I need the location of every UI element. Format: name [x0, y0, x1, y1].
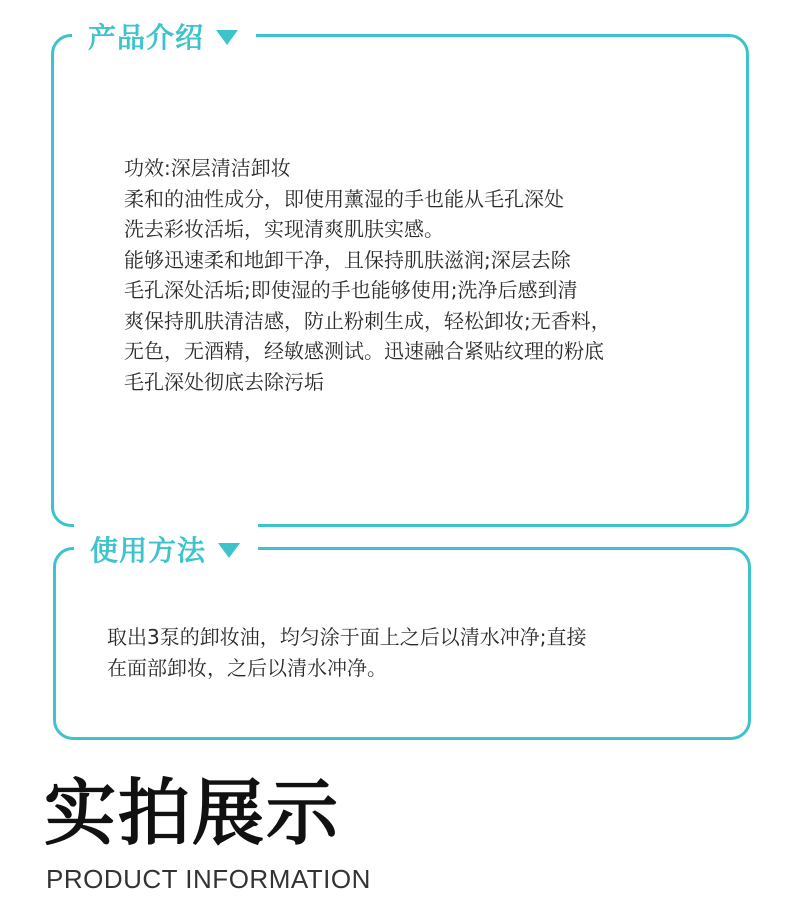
triangle-down-icon [216, 30, 238, 45]
product-intro-line: 毛孔深处活垢;即使湿的手也能够使用;洗净后感到清 [124, 278, 578, 302]
usage-title: 使用方法 [90, 534, 207, 567]
product-intro-header [72, 11, 256, 61]
usage-line: 取出3泵的卸妆油，均匀涂于面上之后以清水冲净;直接 [107, 625, 587, 649]
usage-card [53, 534, 751, 740]
product-intro-text [124, 153, 611, 397]
showcase-title: 实拍展示 [44, 770, 341, 855]
showcase-subtitle: PRODUCT INFORMATION [46, 864, 371, 894]
product-intro-line: 能够迅速柔和地卸干净，且保持肌肤滋润;深层去除 [124, 247, 571, 272]
product-intro-line: 洗去彩妆活垢，实现清爽肌肤实感。 [124, 217, 444, 241]
product-intro-line: 毛孔深处彻底去除污垢 [124, 369, 324, 394]
triangle-down-icon [218, 543, 240, 558]
product-intro-card [51, 21, 749, 527]
product-intro-title: 产品介绍 [88, 21, 205, 54]
usage-header [74, 524, 258, 574]
product-intro-line: 无色，无酒精，经敏感测试。迅速融合紧贴纹理的粉底 [124, 339, 604, 363]
usage-text [107, 622, 586, 683]
product-intro-line: 爽保持肌肤清洁感，防止粉刺生成，轻松卸妆;无香料， [124, 308, 611, 333]
product-intro-line: 功效:深层清洁卸妆 [124, 156, 291, 180]
product-intro-line: 柔和的油性成分，即使用薰湿的手也能从毛孔深处 [124, 186, 564, 211]
usage-line: 在面部卸妆，之后以清水冲净。 [107, 655, 387, 680]
